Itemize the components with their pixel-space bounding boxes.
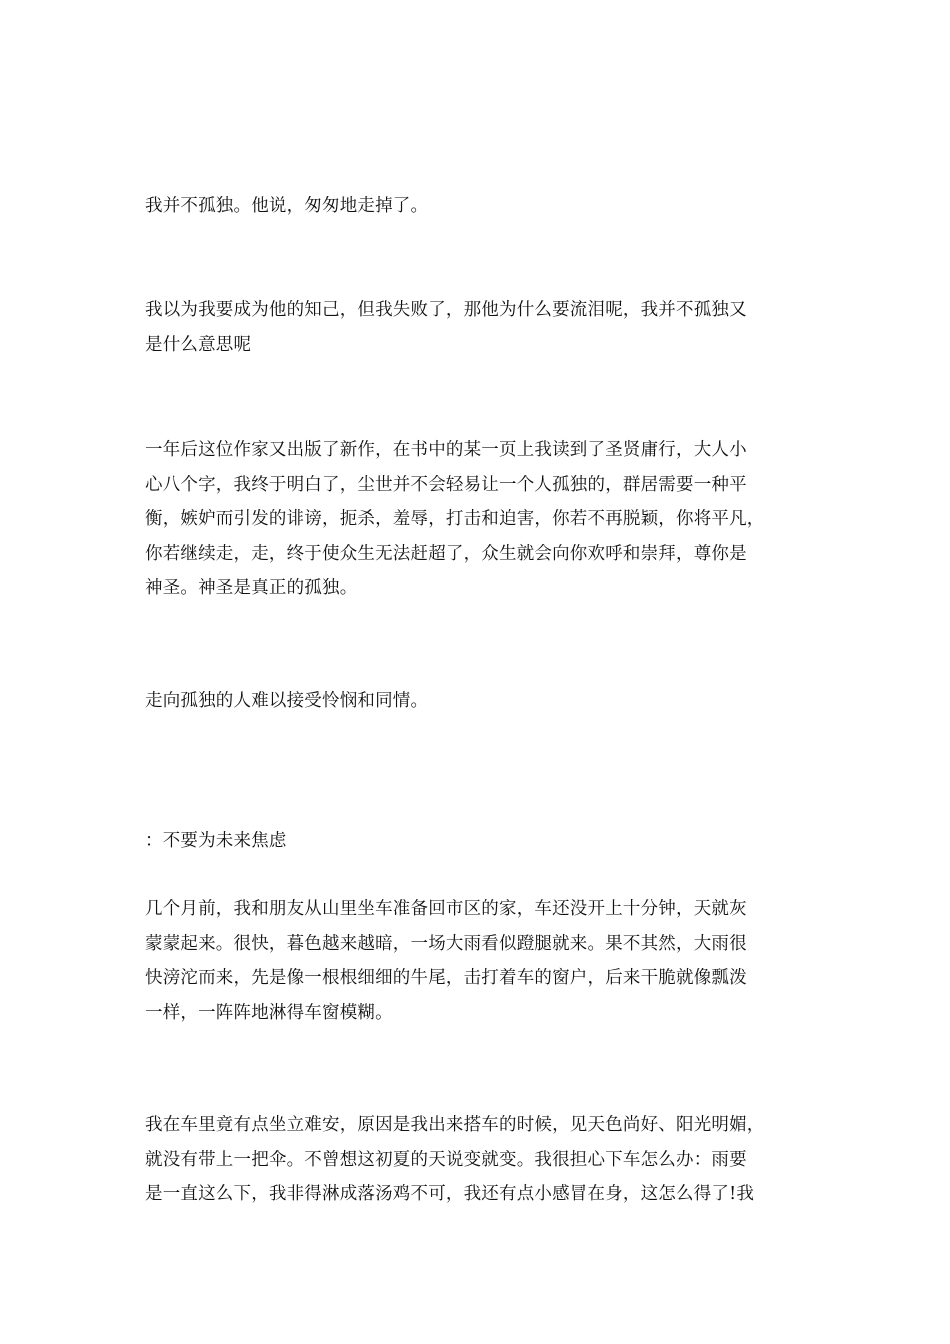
text-line: 神圣。神圣是真正的孤独。 [145, 578, 358, 598]
text-line: 我在车里竟有点坐立难安，原因是我出来搭车的时候，见天色尚好、阳光明媚， [145, 1115, 765, 1135]
text-line: 我以为我要成为他的知己，但我失败了，那他为什么要流泪呢，我并不孤独又 [145, 300, 747, 320]
text-line: 蒙蒙起来。很快，暮色越来越暗，一场大雨看似蹬腿就来。果不其然，大雨很 [145, 933, 747, 954]
text-line: 是什么意思呢 [145, 334, 252, 355]
text-line: 衡，嫉妒而引发的诽谤，扼杀，羞辱，打击和迫害，你若不再脱颖，你将平凡， [145, 509, 765, 529]
paragraph-1 [145, 189, 807, 224]
paragraph-3 [145, 433, 807, 606]
text-line: 我并不孤独。他说，匆匆地走掉了。 [145, 196, 429, 216]
paragraph-2 [145, 293, 807, 362]
text-line: 快滂沱而来，先是像一根根细细的牛尾，击打着车的窗户，后来干脆就像瓢泼 [145, 968, 747, 988]
paragraph-4 [145, 684, 807, 719]
text-line: 你若继续走，走，终于使众生无法赶超了，众生就会向你欢呼和崇拜，尊你是 [145, 543, 747, 564]
text-line: 就没有带上一把伞。不曾想这初夏的天说变就变。我很担心下车怎么办：雨要 [145, 1149, 747, 1170]
text-line: 几个月前，我和朋友从山里坐车准备回市区的家，车还没开上十分钟，天就灰 [145, 899, 747, 919]
text-line: 是一直这么下，我非得淋成落汤鸡不可，我还有点小感冒在身，这怎么得了!我 [145, 1184, 755, 1204]
section-heading [145, 824, 807, 859]
text-line: 一年后这位作家又出版了新作，在书中的某一页上我读到了圣贤庸行，大人小 [145, 440, 747, 460]
text-line: 走向孤独的人难以接受怜悯和同情。 [145, 691, 429, 711]
text-line: ：不要为未来焦虑 [145, 831, 287, 851]
paragraph-7 [145, 1108, 807, 1212]
text-line: 心八个字，我终于明白了，尘世并不会轻易让一个人孤独的，群居需要一种平 [145, 474, 747, 495]
text-line: 一样，一阵阵地淋得车窗模糊。 [145, 1002, 393, 1023]
paragraph-6 [145, 892, 807, 1030]
